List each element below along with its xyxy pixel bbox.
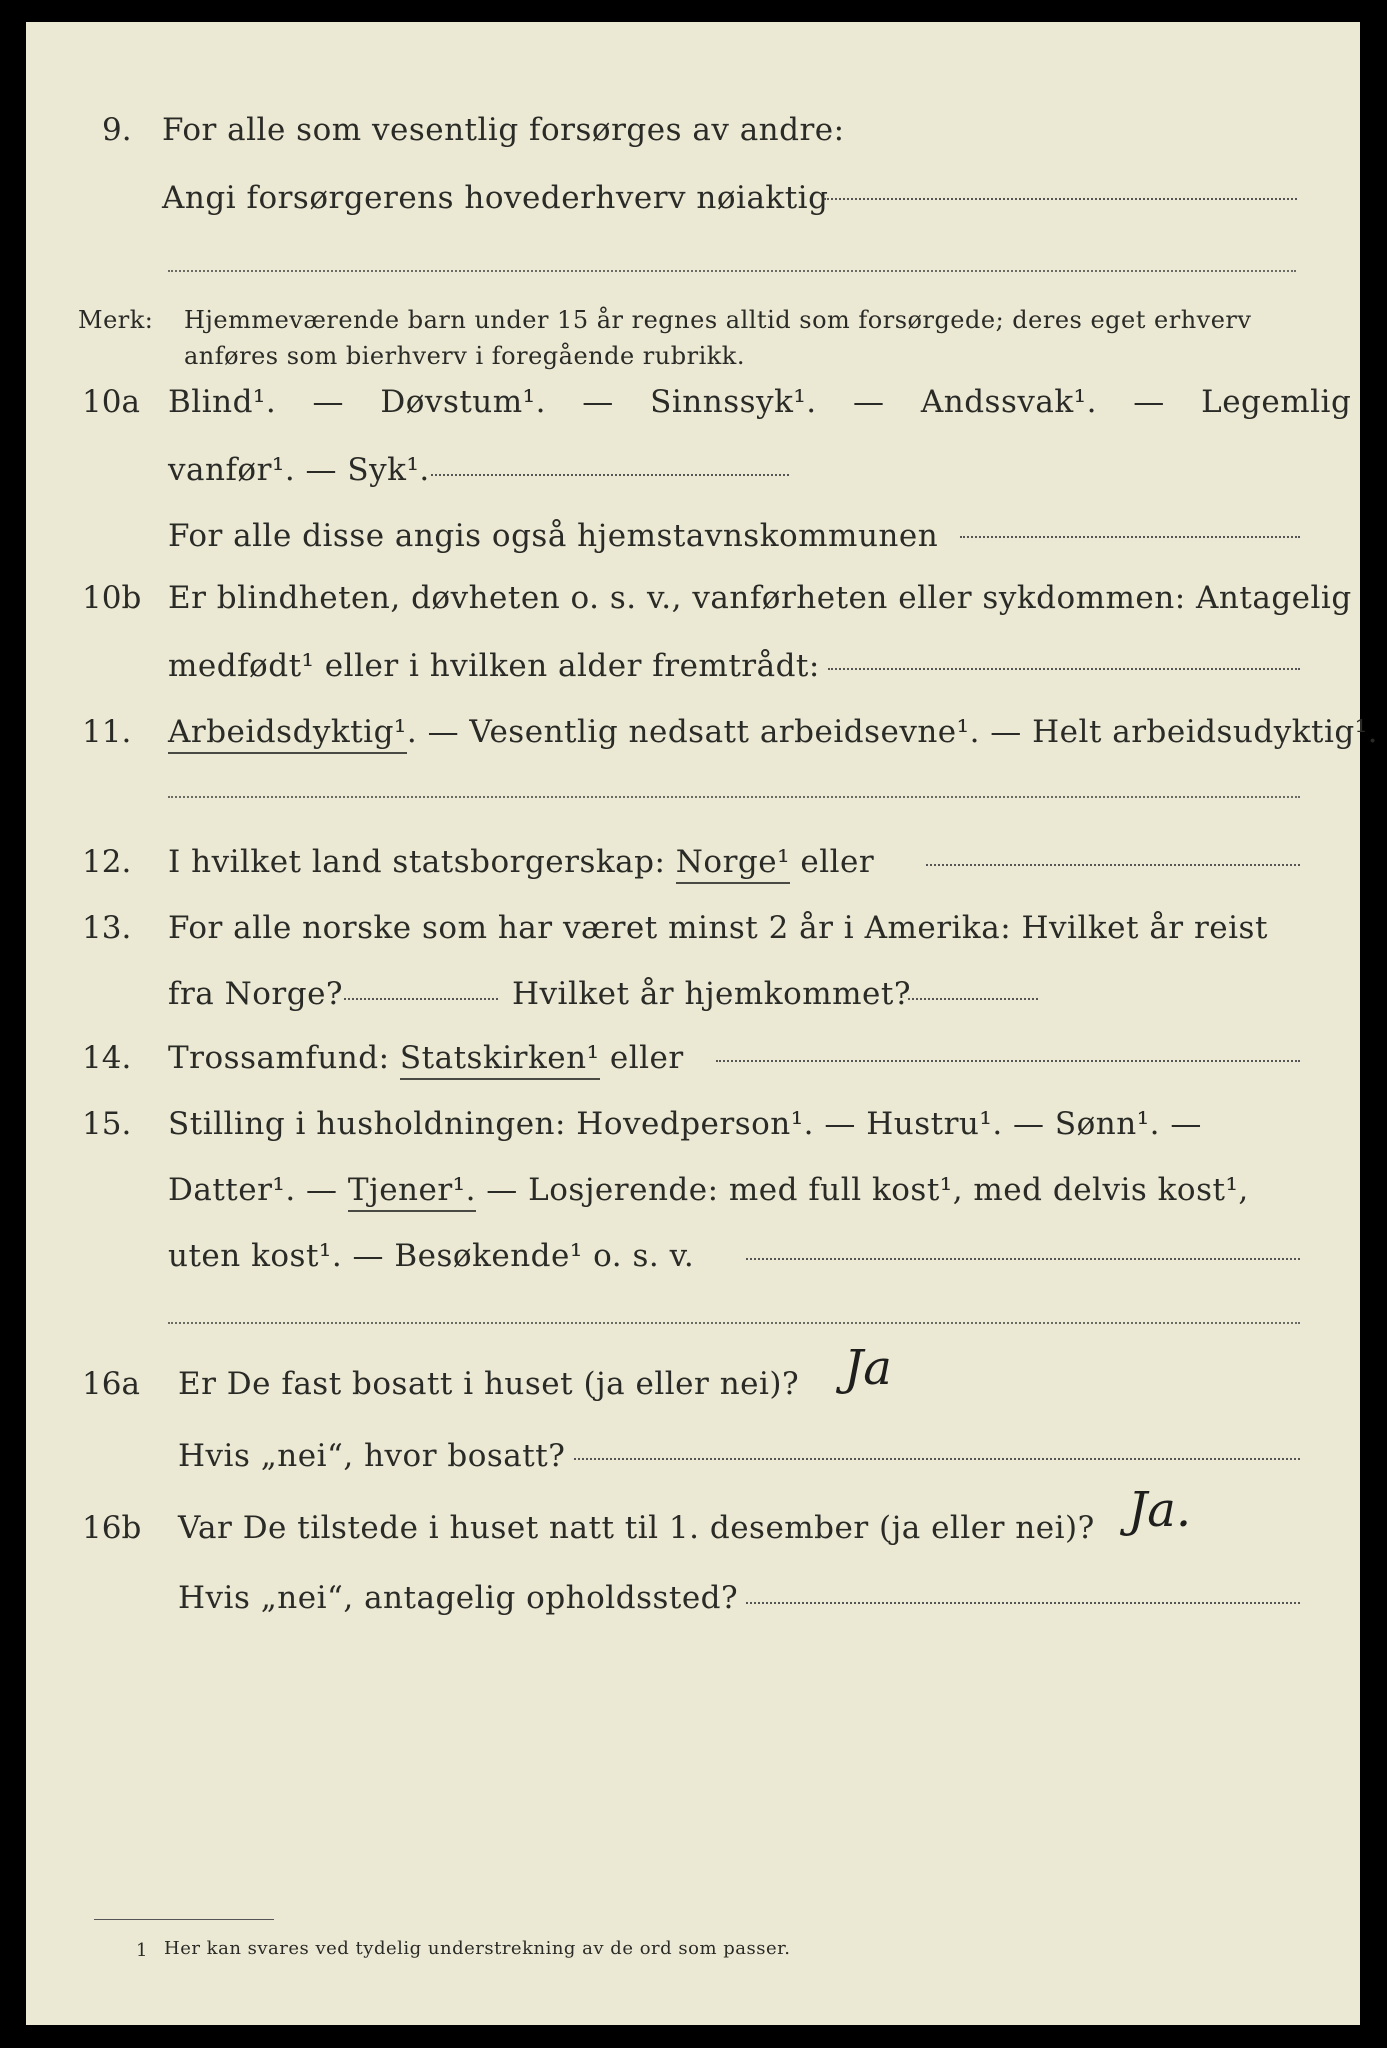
q16b-line2: Hvis „nei“, antagelig opholdssted? <box>178 1580 739 1616</box>
question-number-10a: 10a <box>82 384 140 420</box>
separator <box>168 1322 1300 1324</box>
q10b-answer-line[interactable] <box>828 668 1300 670</box>
q16a-handwritten-answer: Ja <box>844 1340 892 1396</box>
q12-underlined-answer: Norge¹ <box>676 844 790 884</box>
q16a-line2: Hvis „nei“, hvor bosatt? <box>178 1438 566 1474</box>
question-number-9: 9. <box>102 112 132 148</box>
q14-underlined-answer: Statskirken¹ <box>400 1040 600 1080</box>
q14-line <box>168 1040 684 1076</box>
q15-line2 <box>168 1172 1249 1208</box>
q10a-line2: vanfør¹. — Syk¹. <box>168 452 430 488</box>
q16a-bosatt-answer-line[interactable] <box>574 1458 1300 1460</box>
separator <box>168 796 1300 798</box>
q10b-line1: Er blindheten, døvheten o. s. v., vanførheten eller sykdommen: Antagelig <box>168 580 1352 616</box>
question-number-11: 11. <box>82 714 132 750</box>
q16b-handwritten-answer: Ja. <box>1128 1482 1192 1538</box>
q15-answer-line[interactable] <box>746 1258 1300 1260</box>
question-number-10b: 10b <box>82 580 142 616</box>
census-form-page <box>26 22 1379 2025</box>
question-number-13: 13. <box>82 910 132 946</box>
note-line2: anføres som bierhverv i foregående rubrikk. <box>184 342 745 370</box>
question-number-15: 15. <box>82 1106 132 1142</box>
separator <box>168 270 1296 272</box>
q13-reist-answer-line[interactable] <box>344 998 498 1000</box>
q9-answer-line[interactable] <box>824 198 1297 200</box>
q13-line2a: fra Norge? <box>168 976 344 1012</box>
q16a-line1: Er De fast bosatt i huset (ja eller nei)? <box>178 1366 800 1402</box>
q11-line <box>168 714 1378 750</box>
footnote-text: Her kan svares ved tydelig understrekning av de ord som passer. <box>164 1938 791 1959</box>
q15-line2b: — Losjerende: med full kost¹, med delvis kost¹, <box>475 1172 1249 1208</box>
q13-hjemkommet-answer-line[interactable] <box>908 998 1038 1000</box>
q11-underlined-answer: Arbeidsdyktig¹ <box>168 714 407 754</box>
question-number-12: 12. <box>82 844 132 880</box>
question-number-16a: 16a <box>82 1366 140 1402</box>
q15-line3: uten kost¹. — Besøkende¹ o. s. v. <box>168 1238 695 1274</box>
question-number-16b: 16b <box>82 1510 142 1546</box>
q12-rest: eller <box>790 844 875 880</box>
footnote-marker: 1 <box>136 1940 148 1961</box>
q12-text: I hvilket land statsborgerskap: <box>168 844 676 880</box>
q11-rest: . — Vesentlig nedsatt arbeidsevne¹. — Helt arbeidsudyktig¹. <box>406 714 1379 750</box>
note-label: Merk: <box>78 306 154 334</box>
q10a-line3: For alle disse angis også hjemstavnskommunen <box>168 518 939 554</box>
q15-line1: Stilling i husholdningen: Hovedperson¹. — Hustru¹. — Sønn¹. — <box>168 1106 1202 1142</box>
note-line1: Hjemmeværende barn under 15 år regnes alltid som forsørgede; deres eget erhverv <box>184 306 1252 334</box>
q12-line <box>168 844 874 880</box>
q15-line2a: Datter¹. — <box>168 1172 348 1208</box>
q10a-kommune-answer-line[interactable] <box>960 536 1300 538</box>
q14-answer-line[interactable] <box>716 1060 1300 1062</box>
q10a-line1: Blind¹. — Døvstum¹. — Sinnssyk¹. — Andssvak¹. — Legemlig <box>168 384 1352 420</box>
q9-line2: Angi forsørgerens hovederhverv nøiaktig <box>162 180 829 216</box>
q13-line1: For alle norske som har været minst 2 år i Amerika: Hvilket år reist <box>168 910 1268 946</box>
q15-underlined-answer: Tjener¹. <box>348 1172 476 1212</box>
q16b-line1: Var De tilstede i huset natt til 1. desember (ja eller nei)? <box>178 1510 1095 1546</box>
q16b-opphold-answer-line[interactable] <box>746 1602 1300 1604</box>
q13-line2b: Hvilket år hjemkommet? <box>512 976 911 1012</box>
q10a-syk-answer-line[interactable] <box>431 474 789 476</box>
q12-answer-line[interactable] <box>926 864 1300 866</box>
footnote-rule <box>94 1919 274 1920</box>
q10b-line2: medfødt¹ eller i hvilken alder fremtrådt: <box>168 648 820 684</box>
q9-line1: For alle som vesentlig forsørges av andre: <box>162 112 845 148</box>
q14-text: Trossamfund: <box>168 1040 400 1076</box>
question-number-14: 14. <box>82 1040 132 1076</box>
q14-rest: eller <box>599 1040 684 1076</box>
